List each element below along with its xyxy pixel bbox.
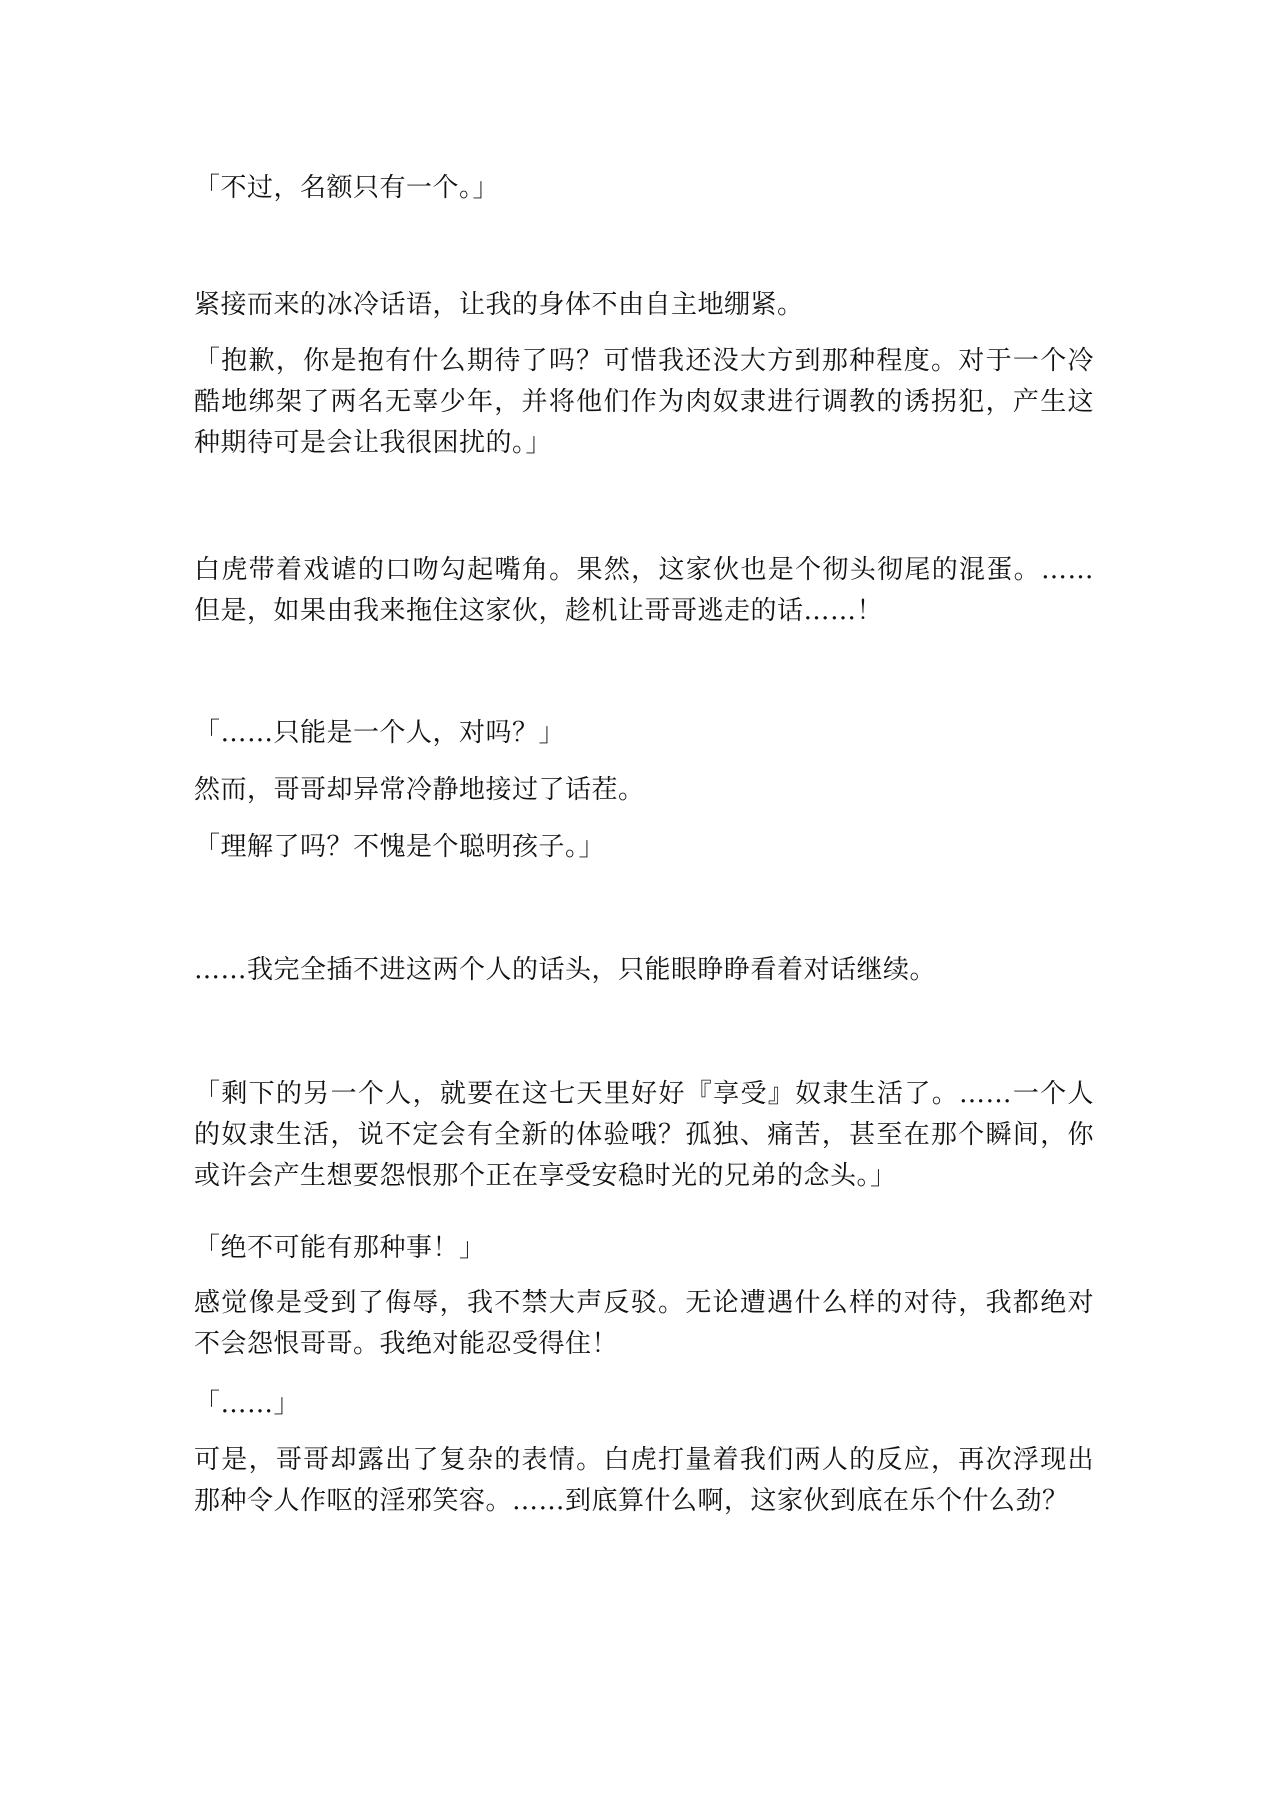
- paragraph: ……我完全插不进这两个人的话头，只能眼睁睁看着对话继续。: [194, 955, 937, 985]
- paragraph: 感觉像是受到了侮辱，我不禁大声反驳。无论遭遇什么样的对待，我都绝对不会怨恨哥哥。我绝对能忍受得住！: [194, 1288, 1094, 1359]
- paragraph: 「不过，名额只有一个。」: [194, 173, 500, 203]
- paragraph: 「……」: [194, 1389, 301, 1419]
- paragraph: 「抱歉，你是抱有什么期待了吗？可惜我还没大方到那种程度。对于一个冷酷地绑架了两名无辜少年，并将他们作为肉奴隶进行调教的诱拐犯，产生这种期待可是会让我很困扰的。」: [194, 346, 1094, 458]
- paragraph: 然而，哥哥却异常冷静地接过了话茬。: [194, 775, 645, 805]
- paragraph: 「剩下的另一个人，就要在这七天里好好『享受』奴隶生活了。……一个人的奴隶生活，说不定会有全新的体验哦？孤独、痛苦，甚至在那个瞬间，你或许会产生想要怨恨那个正在享受安稳时光的兄弟的念头。」: [194, 1079, 1094, 1191]
- paragraph: 可是，哥哥却露出了复杂的表情。白虎打量着我们两人的反应，再次浮现出那种令人作呕的淫邪笑容。……到底算什么啊，这家伙到底在乐个什么劲？: [194, 1445, 1094, 1516]
- paragraph: 「理解了吗？不愧是个聪明孩子。」: [194, 832, 606, 862]
- paragraph: 白虎带着戏谑的口吻勾起嘴角。果然，这家伙也是个彻头彻尾的混蛋。……但是，如果由我来拖住这家伙，趁机让哥哥逃走的话……！: [194, 555, 1094, 626]
- paragraph: 「绝不可能有那种事！」: [194, 1233, 486, 1263]
- paragraph: 「……只能是一个人，对吗？」: [194, 718, 566, 748]
- paragraph: 紧接而来的冰冷话语，让我的身体不由自主地绷紧。: [194, 290, 804, 320]
